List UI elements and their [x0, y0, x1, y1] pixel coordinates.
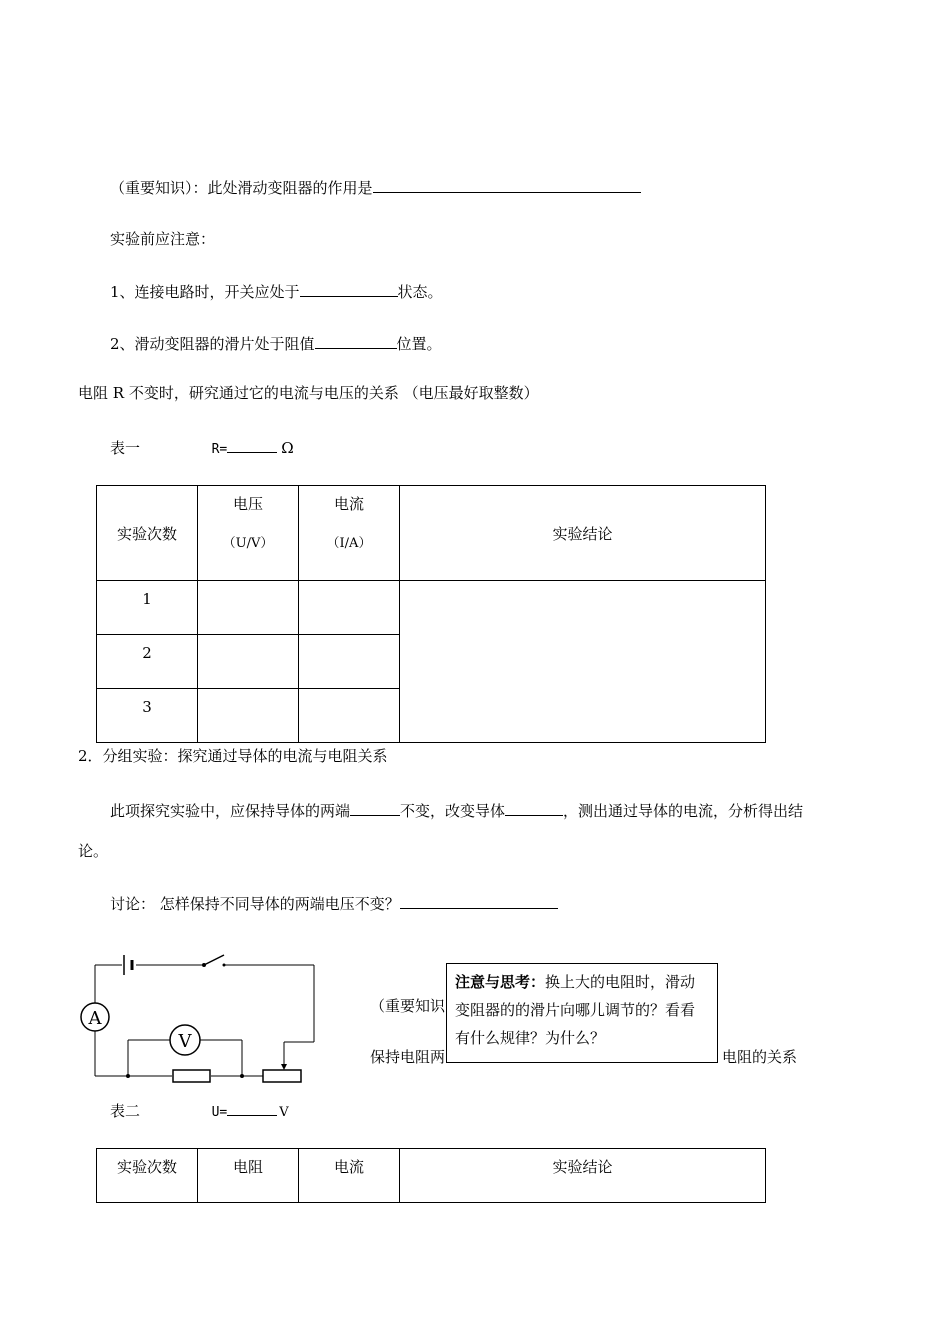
- note-think-box: [446, 963, 718, 1063]
- note-text: 换上大的电阻时，滑动变阻器的的滑片向哪儿调节的？看看有什么规律？为什么？: [455, 973, 696, 1047]
- rheostat-icon: [242, 1064, 301, 1082]
- constant-quantity-blank[interactable]: [350, 799, 400, 816]
- item-2: 2、滑动变阻器的滑片处于阻值 位置。: [110, 332, 442, 354]
- keep-voltage-line-end: 电阻的关系: [722, 1048, 798, 1066]
- header-trial: 实验次数: [97, 486, 198, 581]
- item-1: 1、连接电路时，开关应处于 状态。: [110, 280, 443, 302]
- svg-text:V: V: [178, 1031, 192, 1052]
- header-conclusion: 实验结论: [400, 486, 766, 581]
- circuit-diagram: [72, 945, 332, 1090]
- current-cell[interactable]: [299, 581, 400, 635]
- voltmeter-icon: [170, 1025, 200, 1055]
- header-trial: 实验次数: [97, 1149, 198, 1203]
- voltage-cell[interactable]: [198, 635, 299, 689]
- paragraph-1-cont: 论。: [78, 842, 109, 860]
- table2-caption: 表二 U= V: [110, 1099, 289, 1123]
- changed-quantity-blank[interactable]: [505, 799, 563, 816]
- discussion-line: 讨论： 怎样保持不同导体的两端电压不变？: [110, 892, 558, 914]
- header-current: 电流: [299, 1149, 400, 1203]
- switch-icon: [202, 955, 226, 967]
- header-resistance: 电阻: [198, 1149, 299, 1203]
- section-heading-2: 2．分组实验：探究通过导体的电流与电阻关系: [78, 747, 388, 765]
- table-row: 3: [97, 689, 198, 743]
- table-1: [96, 485, 766, 743]
- header-voltage: 电压 （U/V）: [198, 486, 299, 581]
- section-heading-1: 电阻 R 不变时，研究通过它的电流与电压的关系 （电压最好取整数）: [78, 384, 539, 402]
- current-cell[interactable]: [299, 635, 400, 689]
- table-2: [96, 1148, 766, 1203]
- discussion-blank[interactable]: [400, 892, 558, 909]
- important-knowledge-line: （重要知识）：此处滑动变阻器的作用是: [110, 176, 641, 198]
- svg-text:A: A: [88, 1008, 102, 1029]
- before-experiment-note: 实验前应注意：: [110, 230, 216, 248]
- voltage-cell[interactable]: [198, 581, 299, 635]
- table-row: 1: [97, 581, 198, 635]
- switch-state-blank[interactable]: [300, 280, 398, 297]
- paragraph-1: 此项探究实验中，应保持导体的两端 不变，改变导体 ，测出通过导体的电流，分析得出结: [110, 799, 803, 821]
- ammeter-icon: [81, 1003, 109, 1031]
- table1-caption: 表一 R= Ω: [110, 436, 294, 460]
- current-cell[interactable]: [299, 689, 400, 743]
- resistance-value-blank[interactable]: [227, 436, 277, 453]
- conclusion-cell[interactable]: [400, 581, 766, 743]
- header-current: 电流 （I/A）: [299, 486, 400, 581]
- voltage-cell[interactable]: [198, 689, 299, 743]
- important-knowledge-2: （重要知识: [370, 997, 446, 1015]
- voltage-value-blank[interactable]: [227, 1099, 277, 1116]
- answer-blank[interactable]: [373, 176, 641, 193]
- keep-voltage-line-start: 保持电阻两: [370, 1048, 446, 1066]
- header-conclusion: 实验结论: [400, 1149, 766, 1203]
- note-title: 注意与思考：: [455, 973, 546, 991]
- resistance-position-blank[interactable]: [315, 332, 397, 349]
- table-row: 2: [97, 635, 198, 689]
- resistor-icon: [173, 1070, 210, 1082]
